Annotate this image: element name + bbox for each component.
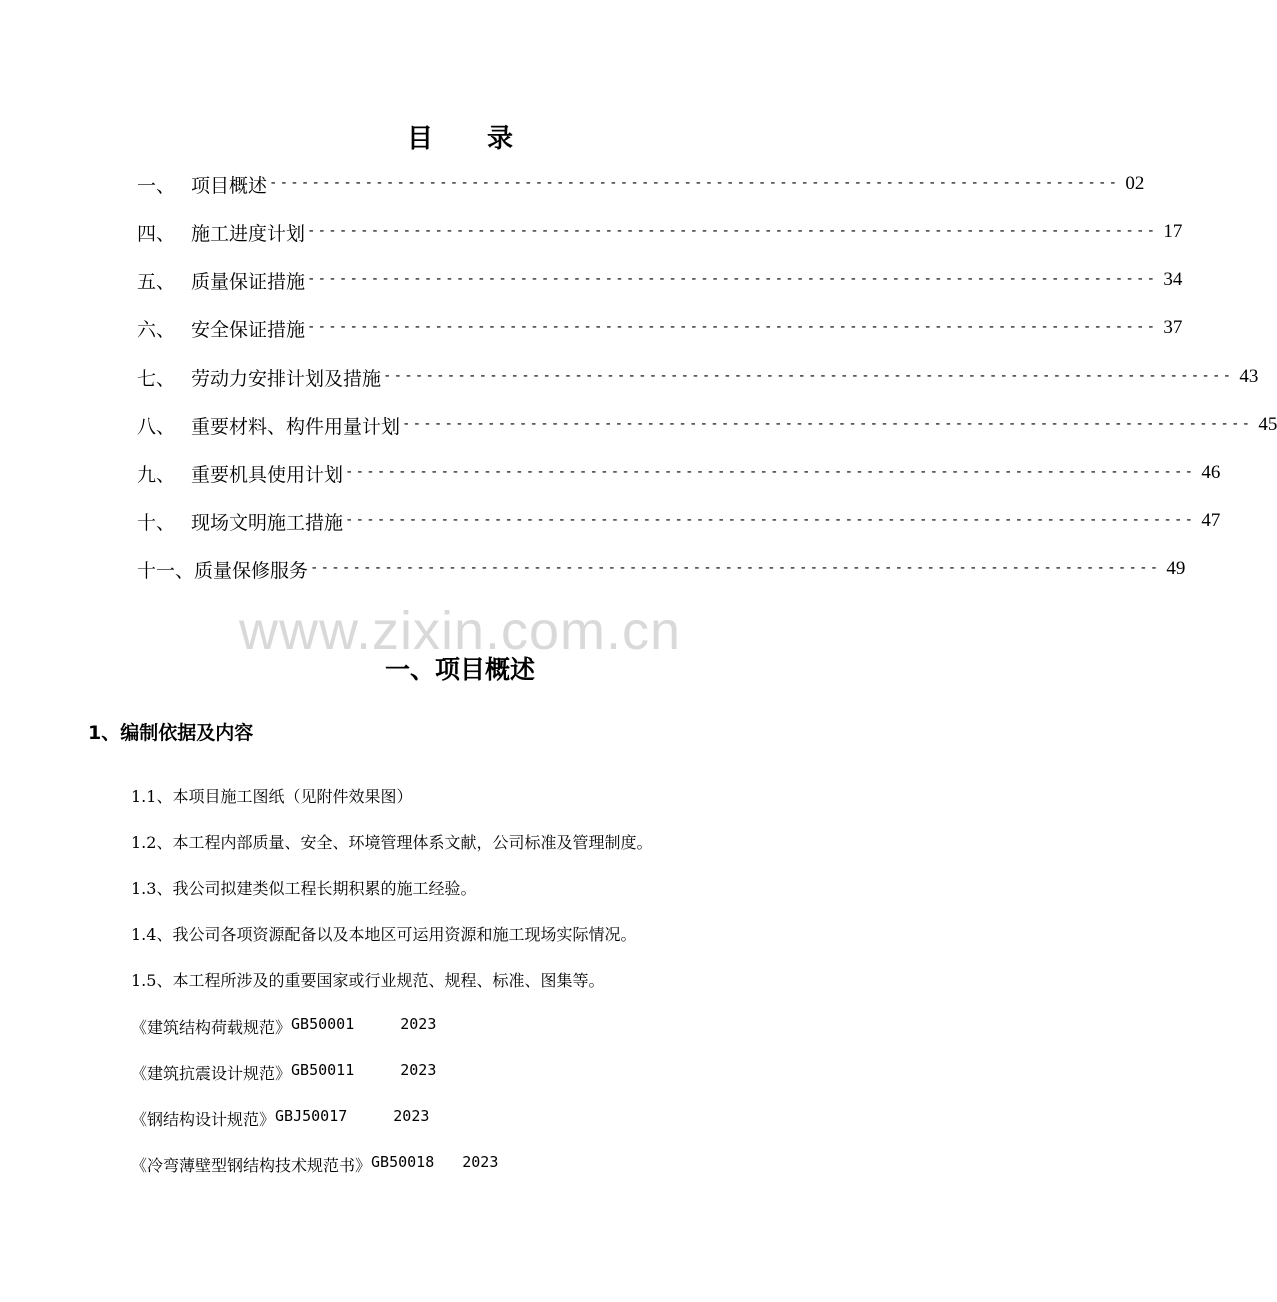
toc-leader: -------------------------------------------------------------------------------- (269, 175, 1120, 191)
toc-item-page: 34 (1163, 269, 1183, 290)
toc-leader: -------------------------------------------------------------------------------- (345, 512, 1196, 528)
toc-item (137, 265, 1183, 295)
basis-paragraph: 1.5、本工程所涉及的重要国家或行业规范、规程、标准、图集等。 (131, 971, 605, 990)
watermark: www.zixin.com.cn (238, 601, 682, 661)
standard-name: 《建筑抗震设计规范》 (131, 1064, 292, 1083)
basis-paragraph: 1.1、本项目施工图纸（见附件效果图） (131, 787, 413, 806)
subsection-title: 1、编制依据及内容 (88, 722, 254, 744)
toc-item-page: 43 (1239, 366, 1259, 387)
standard-code: GB50001 (291, 1015, 355, 1033)
standard-item (131, 1061, 436, 1084)
toc-item (137, 458, 1221, 488)
toc-item-number: 十一、 (137, 559, 195, 582)
standard-year: 2023 (400, 1061, 437, 1079)
toc-item-number: 十、 (137, 511, 176, 534)
toc-leader: -------------------------------------------------------------------------------- (402, 416, 1253, 432)
toc-item-number: 七、 (137, 367, 176, 390)
toc-item-text: 现场文明施工措施 (191, 511, 344, 534)
standard-code: GBJ50017 (275, 1107, 348, 1125)
toc-item (137, 554, 1186, 584)
section-title: 一、项目概述 (384, 655, 535, 684)
toc-item (137, 313, 1183, 343)
toc-item-page: 47 (1201, 510, 1221, 531)
toc-item-page: 49 (1166, 558, 1186, 579)
toc-item-text: 安全保证措施 (191, 318, 306, 341)
toc-leader: -------------------------------------------------------------------------------- (307, 223, 1158, 239)
toc-item-text: 质量保证措施 (191, 270, 306, 293)
toc-title: 目录 (406, 124, 567, 154)
toc-item-page: 46 (1201, 462, 1221, 483)
standard-year: 2023 (462, 1153, 499, 1171)
toc-item (137, 217, 1183, 247)
toc-item-text: 劳动力安排计划及措施 (191, 367, 382, 390)
toc-item-text: 施工进度计划 (191, 222, 306, 245)
toc-item (137, 506, 1221, 536)
basis-paragraph: 1.2、本工程内部质量、安全、环境管理体系文献，公司标准及管理制度。 (131, 833, 653, 852)
toc-leader: -------------------------------------------------------------------------------- (310, 560, 1161, 576)
standard-name: 《钢结构设计规范》 (131, 1110, 276, 1129)
toc-item-number: 九、 (137, 463, 176, 486)
toc-item-page: 02 (1125, 173, 1145, 194)
toc-item-page: 45 (1258, 414, 1277, 435)
toc-item (137, 410, 1277, 440)
toc-item (137, 169, 1145, 199)
standard-item (131, 1107, 429, 1130)
toc-leader: -------------------------------------------------------------------------------- (345, 464, 1196, 480)
standard-name: 《冷弯薄壁型钢结构技术规范书》 (131, 1156, 372, 1175)
toc-item-text: 重要材料、构件用量计划 (191, 415, 401, 438)
toc-item-number: 一、 (137, 174, 176, 197)
toc-leader: -------------------------------------------------------------------------------- (307, 319, 1158, 335)
toc-item-number: 五、 (137, 270, 176, 293)
toc-leader: -------------------------------------------------------------------------------- (307, 271, 1158, 287)
toc-item-text: 项目概述 (191, 174, 268, 197)
basis-paragraph: 1.3、我公司拟建类似工程长期积累的施工经验。 (131, 879, 477, 898)
toc-item-number: 八、 (137, 415, 176, 438)
toc-leader: -------------------------------------------------------------------------------- (383, 368, 1234, 384)
standard-year: 2023 (393, 1107, 430, 1125)
toc-item-text: 质量保修服务 (194, 559, 309, 582)
toc-item-text: 重要机具使用计划 (191, 463, 344, 486)
standard-code: GB50011 (291, 1061, 355, 1079)
toc-item (137, 362, 1259, 392)
toc-item-page: 17 (1163, 221, 1183, 242)
standard-code: GB50018 (371, 1153, 435, 1171)
standard-year: 2023 (400, 1015, 437, 1033)
toc-item-number: 六、 (137, 318, 176, 341)
standard-item (131, 1153, 498, 1176)
standard-name: 《建筑结构荷载规范》 (131, 1018, 292, 1037)
toc-item-number: 四、 (137, 222, 176, 245)
toc-item-page: 37 (1163, 317, 1183, 338)
standard-item (131, 1015, 436, 1038)
basis-paragraph: 1.4、我公司各项资源配备以及本地区可运用资源和施工现场实际情况。 (131, 925, 637, 944)
